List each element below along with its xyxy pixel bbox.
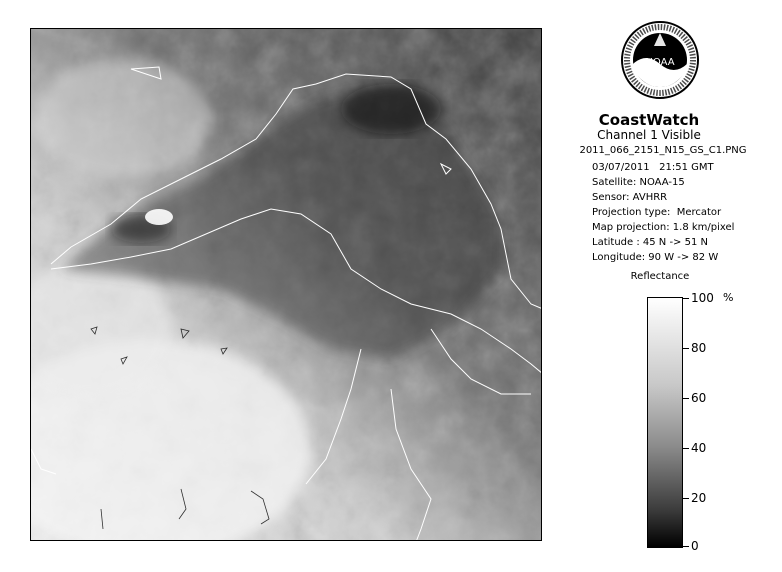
colorbar-tick: [683, 498, 689, 499]
legend-title: Reflectance: [630, 271, 690, 282]
noaa-logo: [620, 18, 700, 106]
meta-latitude: Latitude : 45 N -> 51 N: [592, 237, 708, 248]
colorbar-label-40: 40: [691, 441, 707, 455]
colorbar-tick: [683, 398, 689, 399]
channel-subtitle: Channel 1 Visible: [597, 128, 701, 142]
meta-datetime: 03/07/2011 21:51 GMT: [592, 162, 714, 173]
product-title: CoastWatch: [598, 111, 700, 129]
colorbar-tick: [683, 546, 689, 547]
reflectance-colorbar: [647, 297, 683, 548]
colorbar-tick: [683, 448, 689, 449]
colorbar-label-80: 80: [691, 341, 707, 355]
colorbar-tick: [683, 348, 689, 349]
file-name: 2011_066_2151_N15_GS_C1.PNG: [579, 145, 747, 156]
colorbar-label-100: 100: [691, 291, 714, 305]
logo-text: NOAA: [645, 57, 675, 68]
meta-satellite: Satellite: NOAA-15: [592, 177, 685, 188]
satellite-cloud-image: [31, 29, 542, 541]
meta-longitude: Longitude: 90 W -> 82 W: [592, 252, 719, 263]
colorbar-label-60: 60: [691, 391, 707, 405]
meta-map-projection: Map projection: 1.8 km/pixel: [592, 222, 735, 233]
colorbar-label-0: 0: [691, 539, 699, 553]
colorbar-label-20: 20: [691, 491, 707, 505]
satellite-image: [30, 28, 542, 541]
colorbar-tick: [683, 298, 689, 299]
meta-projection-type: Projection type: Mercator: [592, 207, 722, 218]
legend-unit: %: [723, 291, 734, 304]
meta-sensor: Sensor: AVHRR: [592, 192, 668, 203]
